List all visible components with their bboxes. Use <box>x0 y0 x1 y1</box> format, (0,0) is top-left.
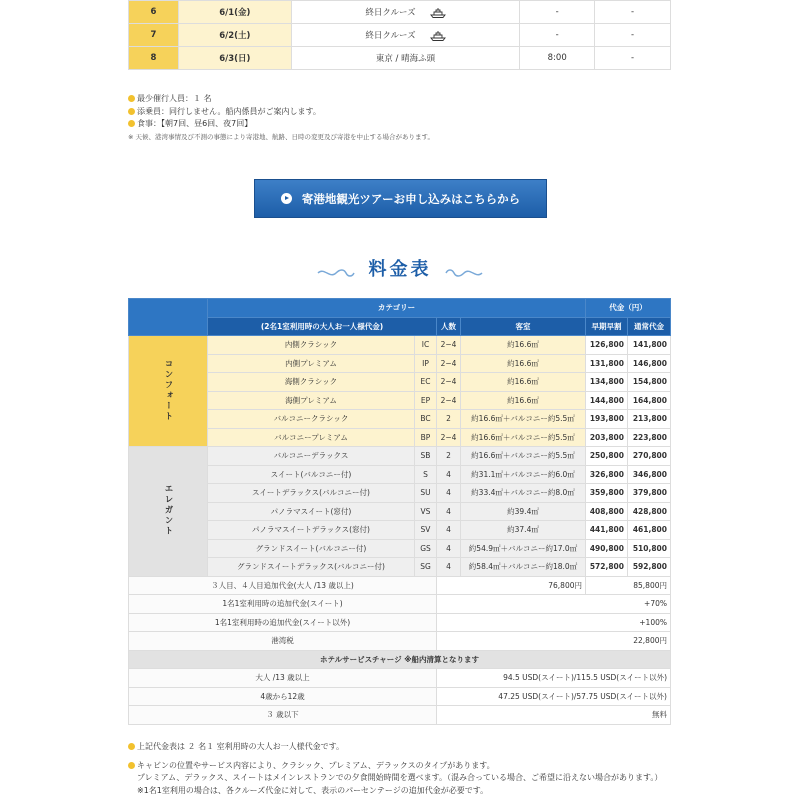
fare-extra-label: ３人目、４人目追加代金(大人 /13 歳以上) <box>129 576 437 595</box>
fare-cabin-name: パノラマスイート(窓付) <box>208 502 415 521</box>
fare-cabin-code: EC <box>415 373 437 392</box>
itinerary-arrive: - <box>520 24 595 47</box>
fare-regular-price: 141,800 <box>628 336 671 355</box>
itinerary-depart: - <box>595 24 671 47</box>
fare-row <box>129 447 671 466</box>
fare-early-price: 193,800 <box>586 410 628 429</box>
fare-cabin-people: 2−4 <box>437 336 461 355</box>
fare-cabin-name: パノラマスイートデラックス(窓付) <box>208 521 415 540</box>
fare-row <box>129 558 671 577</box>
fare-cabin-room: 約16.6㎡ <box>461 373 586 392</box>
note-escort: 添乗員：同行しません。船内係員がご案内します。 <box>128 106 434 119</box>
fare-cabin-name: グランドスイート(バルコニー付) <box>208 539 415 558</box>
fare-cabin-people: 2 <box>437 410 461 429</box>
fare-extra-row <box>129 632 671 651</box>
fare-cabin-name: 内側クラシック <box>208 336 415 355</box>
fare-group-name: エレガント <box>163 484 173 537</box>
fare-row <box>129 465 671 484</box>
hotel-charge-row <box>129 706 671 725</box>
fare-cabin-name: 海側プレミアム <box>208 391 415 410</box>
fare-extra-label: 港湾税 <box>129 632 437 651</box>
fare-early-price: 441,800 <box>586 521 628 540</box>
fare-group-label <box>129 447 208 577</box>
fare-row <box>129 391 671 410</box>
fare-cabin-name: グランドスイートデラックス(バルコニー付) <box>208 558 415 577</box>
itinerary-row <box>129 47 671 70</box>
fare-cabin-name: バルコニーデラックス <box>208 447 415 466</box>
fare-cabin-people: 4 <box>437 521 461 540</box>
itinerary-date: 6/1(金) <box>178 1 291 24</box>
fare-cabin-people: 4 <box>437 539 461 558</box>
hotel-charge-value: 47.25 USD(スイート)/57.75 USD(スイート以外) <box>437 687 671 706</box>
fare-row <box>129 354 671 373</box>
itinerary-arrive: - <box>520 1 595 24</box>
fare-extra-value: 76,800円 <box>437 576 586 595</box>
fare-row <box>129 502 671 521</box>
hotel-charge-row <box>129 669 671 688</box>
itinerary-port <box>291 24 520 47</box>
fare-extra-row <box>129 576 671 595</box>
fare-cabin-name: 内側プレミアム <box>208 354 415 373</box>
fare-early-price: 326,800 <box>586 465 628 484</box>
fare-cabin-people: 2−4 <box>437 373 461 392</box>
header-people: 人数 <box>437 317 461 336</box>
hotel-charge-row <box>129 687 671 706</box>
tour-notes <box>128 93 434 143</box>
fare-extra-row <box>129 595 671 614</box>
fare-regular-price: 270,800 <box>628 447 671 466</box>
hotel-charge-header-row <box>129 650 671 669</box>
fare-row <box>129 484 671 503</box>
fare-row <box>129 336 671 355</box>
fare-extra-value: +70% <box>437 595 671 614</box>
fare-cabin-code: GS <box>415 539 437 558</box>
swirl-right-icon <box>442 267 484 279</box>
fare-extra-label: 1名1室利用時の追加代金(スイート) <box>129 595 437 614</box>
itinerary-date: 6/3(日) <box>178 47 291 70</box>
note-disclaimer: ※ 天候、港湾事情及び不測の事態により寄港地、航路、日時の変更及び寄港を中止する場合があります。 <box>128 132 434 141</box>
itinerary-day: 7 <box>129 24 179 47</box>
fare-early-price: 359,800 <box>586 484 628 503</box>
fare-cabin-code: BP <box>415 428 437 447</box>
fare-early-price: 134,800 <box>586 373 628 392</box>
note-min-people: 最少催行人員：１ 名 <box>128 93 434 106</box>
fare-heading <box>0 255 800 281</box>
fare-row <box>129 539 671 558</box>
fare-cabin-code: SU <box>415 484 437 503</box>
fare-cabin-room: 約16.6㎡＋バルコニー約5.5㎡ <box>461 428 586 447</box>
fare-cabin-code: IP <box>415 354 437 373</box>
fare-extra-row <box>129 613 671 632</box>
header-regular: 通常代金 <box>628 317 671 336</box>
fare-row <box>129 373 671 392</box>
itinerary-row <box>129 24 671 47</box>
itinerary-depart: - <box>595 47 671 70</box>
fare-cabin-people: 4 <box>437 484 461 503</box>
fare-cabin-room: 約16.6㎡ <box>461 336 586 355</box>
itinerary-port <box>291 47 520 70</box>
fare-early-price: 144,800 <box>586 391 628 410</box>
hotel-charge-label: 大人 /13 歳以上 <box>129 669 437 688</box>
fare-cabin-code: IC <box>415 336 437 355</box>
itinerary-arrive: 8:00 <box>520 47 595 70</box>
header-room: 客室 <box>461 317 586 336</box>
fare-regular-price: 346,800 <box>628 465 671 484</box>
fare-cabin-room: 約16.6㎡＋バルコニー約5.5㎡ <box>461 410 586 429</box>
fare-extra-value: +100% <box>437 613 671 632</box>
fare-corner <box>129 299 208 336</box>
fare-cabin-room: 約16.6㎡＋バルコニー約5.5㎡ <box>461 447 586 466</box>
play-icon <box>281 193 292 204</box>
footer-note-1: 上記代金表は ２ 名１ 室利用時の大人お一人様代金です。 <box>128 741 662 754</box>
fare-cabin-room: 約31.1㎡＋バルコニー約6.0㎡ <box>461 465 586 484</box>
fare-early-price: 203,800 <box>586 428 628 447</box>
fare-regular-price: 379,800 <box>628 484 671 503</box>
fare-cabin-room: 約16.6㎡ <box>461 354 586 373</box>
fare-cabin-people: 4 <box>437 502 461 521</box>
fare-early-price: 572,800 <box>586 558 628 577</box>
itinerary-port <box>291 1 520 24</box>
fare-regular-price: 146,800 <box>628 354 671 373</box>
hotel-charge-value: 無料 <box>437 706 671 725</box>
header-sub: (2名1室利用時の大人お一人様代金) <box>208 317 437 336</box>
itinerary-depart: - <box>595 1 671 24</box>
header-early: 早期早割 <box>586 317 628 336</box>
fare-cabin-name: バルコニープレミアム <box>208 428 415 447</box>
fare-cabin-room: 約54.9㎡＋バルコニー約17.0㎡ <box>461 539 586 558</box>
shore-excursion-apply-button[interactable]: 寄港地観光ツアーお申し込みはこちらから <box>254 179 547 218</box>
fare-cabin-code: S <box>415 465 437 484</box>
fare-cabin-room: 約16.6㎡ <box>461 391 586 410</box>
page-title: 料金表 <box>368 259 432 280</box>
note-meals: 食事：【朝7回、昼6回、夜7回】 <box>128 118 434 131</box>
itinerary-date: 6/2(土) <box>178 24 291 47</box>
itinerary-table <box>128 0 671 70</box>
fare-cabin-room: 約33.4㎡＋バルコニー約8.0㎡ <box>461 484 586 503</box>
itinerary-day: 6 <box>129 1 179 24</box>
footer-notes <box>128 741 662 797</box>
fare-cabin-people: 2 <box>437 447 461 466</box>
fare-cabin-people: 2−4 <box>437 428 461 447</box>
header-price: 代金（円） <box>586 299 671 318</box>
fare-extra-value-2: 85,800円 <box>586 576 671 595</box>
fare-cabin-code: EP <box>415 391 437 410</box>
fare-regular-price: 428,800 <box>628 502 671 521</box>
hotel-charge-header: ホテルサービスチャージ ※船内清算となります <box>129 650 671 669</box>
fare-regular-price: 164,800 <box>628 391 671 410</box>
fare-cabin-people: 4 <box>437 465 461 484</box>
fare-cabin-people: 2−4 <box>437 391 461 410</box>
fare-cabin-name: バルコニークラシック <box>208 410 415 429</box>
fare-cabin-room: 約37.4㎡ <box>461 521 586 540</box>
itinerary-row <box>129 1 671 24</box>
fare-regular-price: 223,800 <box>628 428 671 447</box>
fare-table <box>128 298 671 725</box>
ship-icon <box>430 30 446 41</box>
fare-regular-price: 213,800 <box>628 410 671 429</box>
fare-early-price: 408,800 <box>586 502 628 521</box>
fare-group-label <box>129 336 208 447</box>
fare-cabin-code: SG <box>415 558 437 577</box>
fare-early-price: 250,800 <box>586 447 628 466</box>
hotel-charge-label: ３ 歳以下 <box>129 706 437 725</box>
fare-early-price: 490,800 <box>586 539 628 558</box>
itinerary-port-name: 終日クルーズ <box>365 8 416 18</box>
fare-cabin-name: スイートデラックス(バルコニー付) <box>208 484 415 503</box>
fare-cabin-name: 海側クラシック <box>208 373 415 392</box>
itinerary-day: 8 <box>129 47 179 70</box>
fare-cabin-people: 4 <box>437 558 461 577</box>
itinerary-port-name: 東京 / 晴海ふ頭 <box>375 54 436 64</box>
fare-row <box>129 521 671 540</box>
header-category: カテゴリー <box>208 299 586 318</box>
fare-cabin-code: SB <box>415 447 437 466</box>
fare-regular-price: 510,800 <box>628 539 671 558</box>
fare-regular-price: 461,800 <box>628 521 671 540</box>
fare-cabin-code: SV <box>415 521 437 540</box>
fare-cabin-room: 約39.4㎡ <box>461 502 586 521</box>
fare-regular-price: 592,800 <box>628 558 671 577</box>
fare-group-name: コンフォート <box>163 358 173 422</box>
fare-cabin-code: BC <box>415 410 437 429</box>
footer-note-2: キャビンの位置やサービス内容により、クラシック、プレミアム、デラックスのタイプがあります。 <box>128 760 662 773</box>
fare-cabin-code: VS <box>415 502 437 521</box>
fare-cabin-people: 2−4 <box>437 354 461 373</box>
footer-note-4: ※1名1室利用の場合は、各クルーズ代金に対して、表示のパーセンテージの追加代金が必要です。 <box>137 785 489 795</box>
fare-extra-label: 1名1室利用時の追加代金(スイート以外) <box>129 613 437 632</box>
fare-cabin-name: スイート(バルコニー付) <box>208 465 415 484</box>
footer-note-3: プレミアム、デラックス、スイートはメインレストランでの夕食開始時間を選べます。（混み合っている場合、ご希望に沿えない場合があります。） <box>137 773 663 782</box>
itinerary-port-name: 終日クルーズ <box>365 31 416 41</box>
fare-early-price: 126,800 <box>586 336 628 355</box>
swirl-left-icon <box>316 267 358 279</box>
ship-icon <box>430 7 446 18</box>
fare-early-price: 131,800 <box>586 354 628 373</box>
hotel-charge-value: 94.5 USD(スイート)/115.5 USD(スイート以外) <box>437 669 671 688</box>
fare-extra-value: 22,800円 <box>437 632 671 651</box>
fare-row <box>129 410 671 429</box>
fare-regular-price: 154,800 <box>628 373 671 392</box>
fare-row <box>129 428 671 447</box>
hotel-charge-label: 4歳から12歳 <box>129 687 437 706</box>
fare-cabin-room: 約58.4㎡＋バルコニー約18.0㎡ <box>461 558 586 577</box>
